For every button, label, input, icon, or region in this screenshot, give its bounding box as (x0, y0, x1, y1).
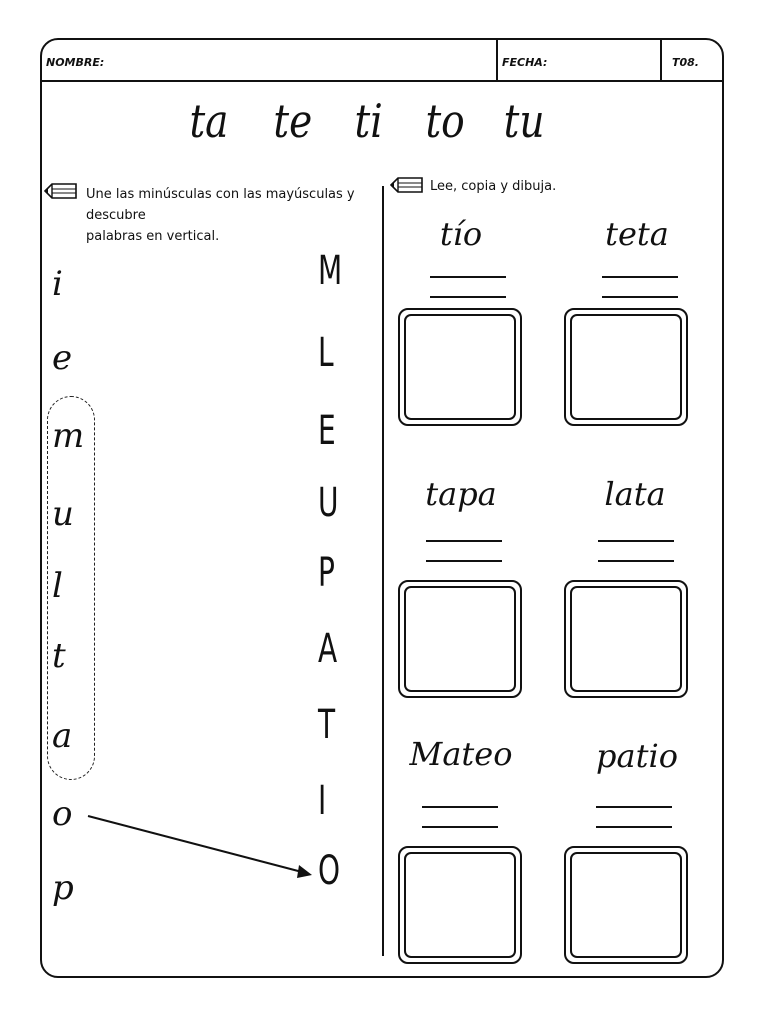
code-label: T08. (672, 56, 699, 69)
syllable: to (425, 94, 465, 148)
lowercase-letter[interactable]: i (52, 264, 63, 304)
word-to-copy: teta (605, 215, 669, 253)
uppercase-letter[interactable]: T (318, 702, 336, 748)
drawing-box[interactable] (398, 846, 522, 964)
writing-line[interactable] (430, 276, 506, 278)
writing-line[interactable] (596, 806, 672, 808)
lowercase-letter[interactable]: a (52, 716, 73, 756)
date-label: FECHA: (502, 56, 548, 69)
syllable: tu (503, 94, 545, 148)
syllable: te (273, 94, 313, 148)
writing-line[interactable] (602, 276, 678, 278)
uppercase-letter[interactable]: L (318, 330, 334, 376)
writing-line[interactable] (598, 540, 674, 542)
uppercase-letter[interactable]: P (318, 550, 335, 596)
right-instruction: Lee, copia y dibuja. (430, 179, 557, 194)
uppercase-letter[interactable]: A (318, 626, 338, 672)
uppercase-letter[interactable]: U (318, 480, 339, 526)
writing-line[interactable] (426, 540, 502, 542)
writing-line[interactable] (598, 560, 674, 562)
word-to-copy: tapa (425, 475, 497, 513)
uppercase-letter[interactable]: O (318, 848, 341, 894)
uppercase-letter[interactable]: E (318, 408, 336, 454)
drawing-box[interactable] (398, 308, 522, 426)
name-label: NOMBRE: (46, 56, 105, 69)
lowercase-letter[interactable]: u (52, 494, 74, 534)
drawing-box[interactable] (564, 580, 688, 698)
syllable: ti (354, 94, 383, 148)
lowercase-letter[interactable]: l (52, 566, 63, 606)
lowercase-letter[interactable]: t (52, 636, 66, 676)
syllable: ta (189, 94, 229, 148)
lowercase-letter[interactable]: o (52, 794, 73, 834)
writing-line[interactable] (602, 296, 678, 298)
writing-line[interactable] (422, 806, 498, 808)
drawing-box[interactable] (398, 580, 522, 698)
writing-line[interactable] (596, 826, 672, 828)
lowercase-letter[interactable]: m (52, 416, 85, 456)
word-to-copy: tío (439, 215, 483, 253)
word-to-copy: patio (596, 737, 678, 775)
uppercase-letter[interactable]: I (318, 778, 327, 824)
writing-line[interactable] (430, 296, 506, 298)
instruction-line: Une las minúsculas con las mayúsculas y descubre (86, 187, 355, 223)
uppercase-letter[interactable]: M (318, 248, 343, 294)
lowercase-letter[interactable]: e (52, 338, 73, 378)
writing-line[interactable] (426, 560, 502, 562)
word-to-copy: lata (604, 475, 666, 513)
drawing-box[interactable] (564, 846, 688, 964)
instruction-line: palabras en vertical. (86, 229, 220, 244)
word-to-copy: Mateo (409, 735, 513, 773)
writing-line[interactable] (422, 826, 498, 828)
drawing-box[interactable] (564, 308, 688, 426)
lowercase-letter[interactable]: p (52, 868, 74, 908)
